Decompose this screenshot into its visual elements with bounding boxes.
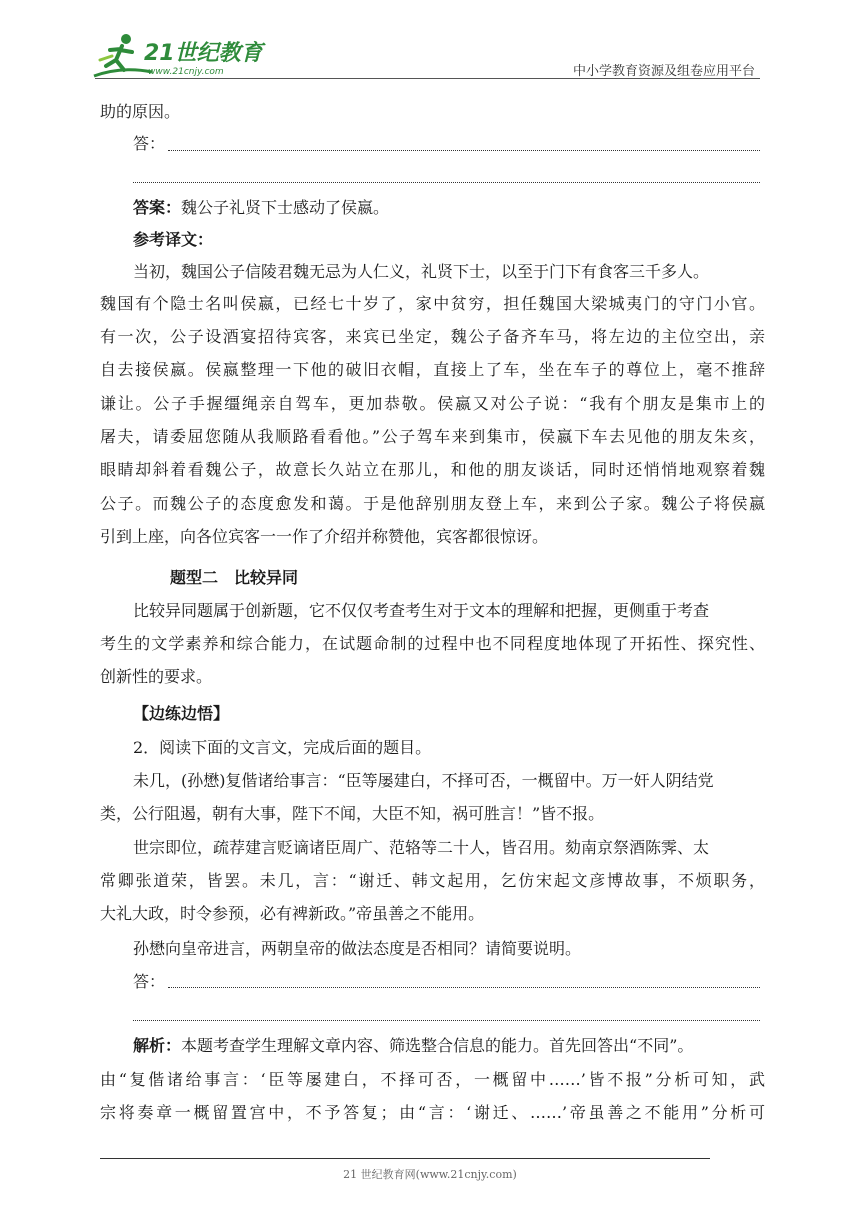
answer-line xyxy=(133,192,389,224)
question-number-line: 2．阅读下面的文言文，完成后面的题目。 xyxy=(133,738,432,757)
answer-prompt: 答： xyxy=(133,972,166,991)
header-divider xyxy=(95,78,760,79)
logo-text: 21世纪教育 xyxy=(144,41,263,66)
answer-blank-line[interactable] xyxy=(133,1020,760,1021)
reference-title: 参考译文： xyxy=(133,230,214,249)
answer-label: 答案： xyxy=(133,198,182,217)
translation-line: 引到上座，向各位宾客一一作了介绍并称赞他，宾客都很惊讶。 xyxy=(100,527,549,546)
answer-blank-line[interactable] xyxy=(168,987,760,988)
page-footer: 21 世纪教育网(www.21cnjy.com) xyxy=(343,1168,517,1181)
text-line: 助的原因。 xyxy=(100,102,181,121)
answer-blank-line[interactable] xyxy=(133,182,760,183)
translation-line: 谦让。公子手握缰绳亲自驾车，更加恭敬。侯嬴又对公子说：“我有个朋友是集市上的 xyxy=(100,394,765,413)
logo-url: www.21cnjy.com xyxy=(148,67,224,77)
paragraph-line: 创新性的要求。 xyxy=(100,667,213,686)
page-header xyxy=(0,0,860,90)
classical-text-line: 常卿张道荣，皆罢。未几，言：“谢迁、韩文起用，乞仿宋起文彦博故事，不烦职务， xyxy=(100,871,765,890)
platform-name: 中小学教育资源及组卷应用平台 xyxy=(572,64,755,79)
paragraph-line: 考生的文学素养和综合能力，在试题命制的过程中也不同程度地体现了开拓性、探究性、 xyxy=(100,634,765,653)
section-title: 题型二 比较异同 xyxy=(170,568,299,587)
analysis-text: 本题考查学生理解文章内容、筛选整合信息的能力。首先回答出“不同”。 xyxy=(181,1036,694,1055)
translation-line: 眼睛却斜着看魏公子，故意长久站立在那儿，和他的朋友谈话，同时还悄悄地观察着魏 xyxy=(100,460,765,479)
paragraph-line: 比较异同题属于创新题，它不仅仅考查考生对于文本的理解和把握，更侧重于考查 xyxy=(133,601,710,620)
question-text: 孙懋向皇帝进言，两朝皇帝的做法态度是否相同？请简要说明。 xyxy=(133,939,582,958)
analysis-line: 宗将奏章一概留置宫中，不予答复；由“言：‘谢迁、……’帝虽善之不能用”分析可 xyxy=(100,1103,765,1122)
translation-line: 有一次，公子设酒宴招待宾客，来宾已坐定，魏公子备齐车马，将左边的主位空出，亲 xyxy=(100,327,765,346)
footer-divider xyxy=(100,1158,710,1159)
analysis-line xyxy=(133,1030,693,1062)
classical-text-line: 类，公行阻遏，朝有大事，陛下不闻，大臣不知，祸可胜言！”皆不报。 xyxy=(100,804,605,823)
translation-line: 魏国有个隐士名叫侯嬴，已经七十岁了，家中贫穷，担任魏国大梁城夷门的守门小官。 xyxy=(100,294,765,313)
analysis-line: 由“复偕诸给事言：‘臣等屡建白，不择可否，一概留中……’皆不报”分析可知，武 xyxy=(100,1070,765,1089)
answer-blank-line[interactable] xyxy=(168,150,760,151)
practice-title: 【边练边悟】 xyxy=(133,704,230,723)
runner-logo-icon xyxy=(92,30,267,82)
classical-text-line: 大礼大政，时令参预，必有裨新政。”帝虽善之不能用。 xyxy=(100,904,485,923)
translation-line: 屠夫，请委屈您随从我顺路看看他。”公子驾车来到集市，侯嬴下车去见他的朋友朱亥， xyxy=(100,427,765,446)
answer-prompt: 答： xyxy=(133,134,166,153)
site-logo xyxy=(92,30,267,82)
analysis-label: 解析： xyxy=(133,1036,182,1055)
translation-line: 自去接侯嬴。侯嬴整理一下他的破旧衣帽，直接上了车，坐在车子的尊位上，毫不推辞 xyxy=(100,360,765,379)
answer-text: 魏公子礼贤下士感动了侯嬴。 xyxy=(181,198,390,217)
classical-text-line: 世宗即位，疏荐建言贬谪诸臣周广、范辂等二十人，皆召用。劾南京祭酒陈霁、太 xyxy=(133,838,710,857)
translation-line: 公子。而魏公子的态度愈发和蔼。于是他辞别朋友登上车，来到公子家。魏公子将侯嬴 xyxy=(100,494,765,513)
translation-line: 当初，魏国公子信陵君魏无忌为人仁义，礼贤下士，以至于门下有食客三千多人。 xyxy=(133,262,710,281)
classical-text-line: 未几，(孙懋)复偕诸给事言：“臣等屡建白，不择可否，一概留中。万一奸人阴结党 xyxy=(133,771,714,790)
